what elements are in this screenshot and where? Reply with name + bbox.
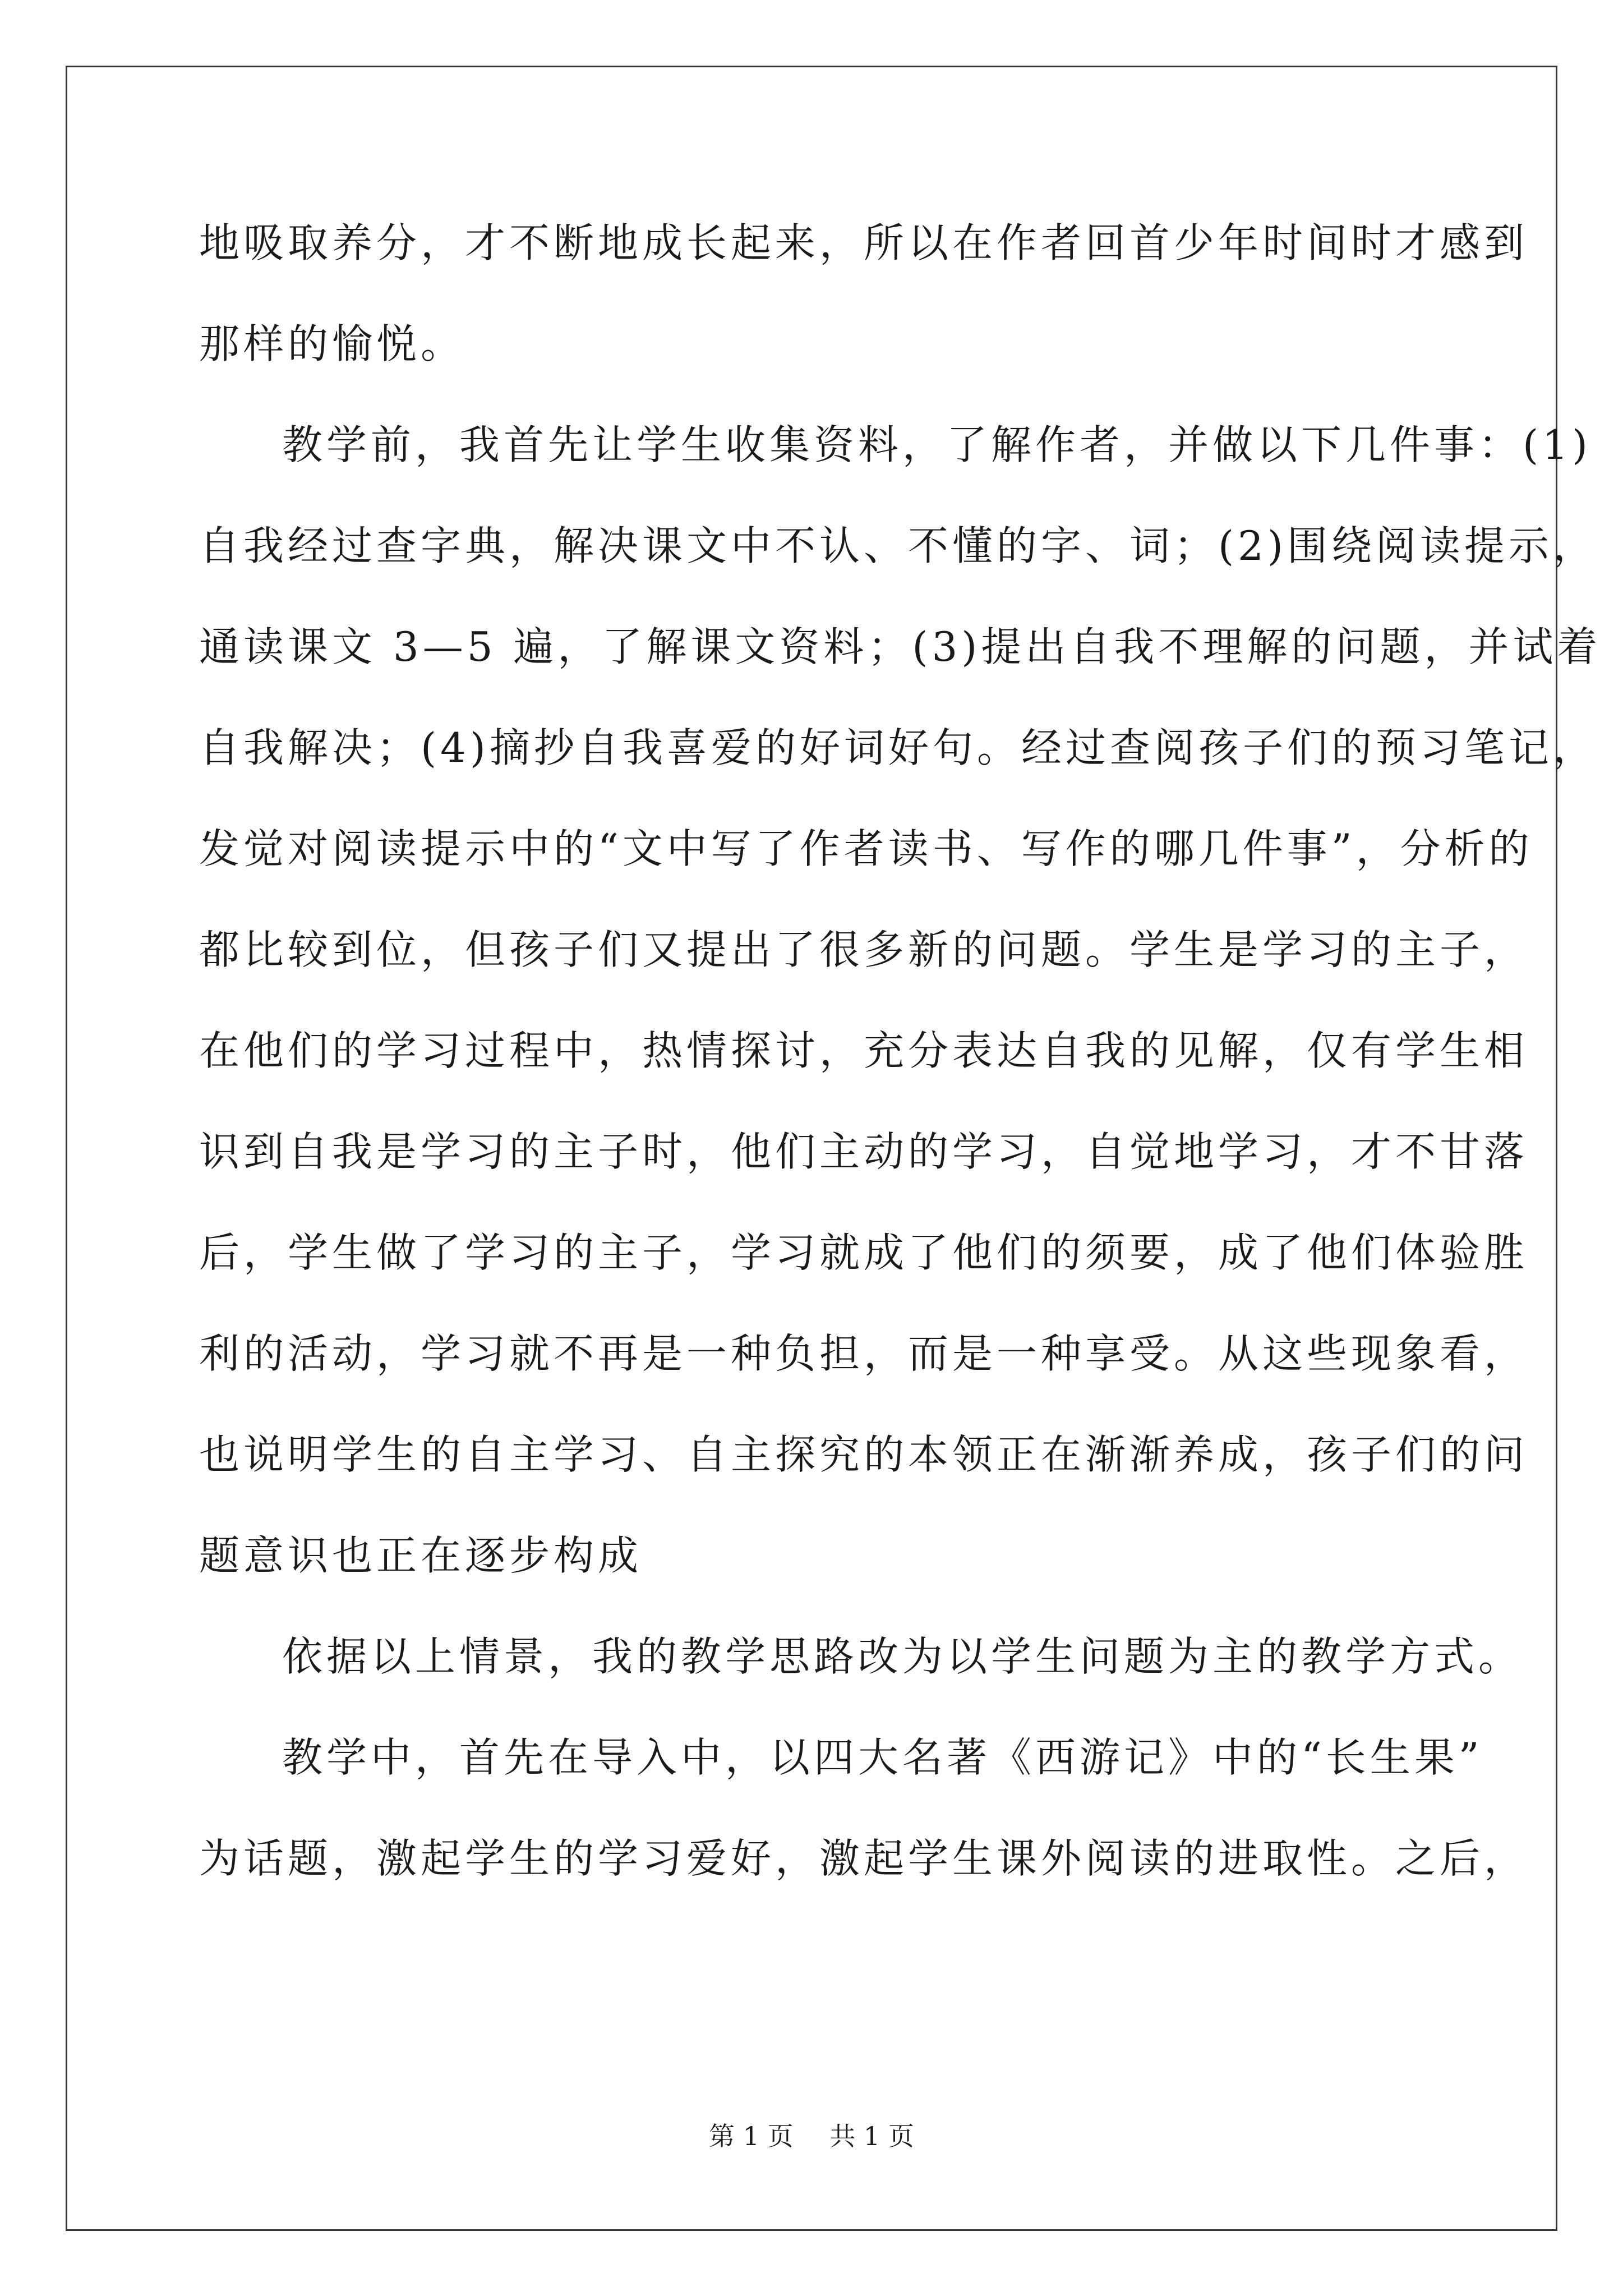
page-number: 第 1 页 <box>709 2121 794 2151</box>
text-line-13: 也说明学生的自主学习、自主探究的本领正在渐渐养成，孩子们的问 <box>199 1431 1529 1478</box>
text-line-3: 教学前，我首先让学生收集资料，了解作者，并做以下几件事：(1) <box>282 421 1592 468</box>
text-line-6: 自我解决；(4)摘抄自我喜爱的好词好句。经过查阅孩子们的预习笔记， <box>199 724 1597 771</box>
text-line-4: 自我经过查字典，解决课文中不认、不懂的字、词；(2)围绕阅读提示， <box>199 522 1597 569</box>
text-line-9: 在他们的学习过程中，热情探讨，充分表达自我的见解，仅有学生相 <box>199 1027 1529 1074</box>
text-line-8: 都比较到位，但孩子们又提出了很多新的问题。学生是学习的主子， <box>199 926 1529 973</box>
page-total: 共 1 页 <box>829 2121 914 2151</box>
text-line-17: 为话题，激起学生的学习爱好，激起学生课外阅读的进取性。之后， <box>199 1835 1529 1882</box>
text-line-12: 利的活动，学习就不再是一种负担，而是一种享受。从这些现象看， <box>199 1330 1529 1377</box>
text-line-2: 那样的愉悦。 <box>199 320 465 367</box>
text-line-11: 后，学生做了学习的主子，学习就成了他们的须要，成了他们体验胜 <box>199 1229 1529 1276</box>
text-line-1: 地吸取养分，才不断地成长起来，所以在作者回首少年时间时才感到 <box>199 219 1529 266</box>
text-line-5: 通读课文 3—5 遍，了解课文资料；(3)提出自我不理解的问题，并试着 <box>199 623 1602 670</box>
text-line-16: 教学中，首先在导入中，以四大名著《西游记》中的“长生果” <box>282 1734 1483 1781</box>
text-line-14: 题意识也正在逐步构成 <box>199 1532 643 1579</box>
text-line-7: 发觉对阅读提示中的“文中写了作者读书、写作的哪几件事”，分析的 <box>199 825 1533 872</box>
text-line-15: 依据以上情景，我的教学思路改为以学生问题为主的教学方式。 <box>282 1633 1523 1680</box>
text-line-10: 识到自我是学习的主子时，他们主动的学习，自觉地学习，才不甘落 <box>199 1128 1529 1175</box>
page-footer <box>0 2119 1623 2153</box>
